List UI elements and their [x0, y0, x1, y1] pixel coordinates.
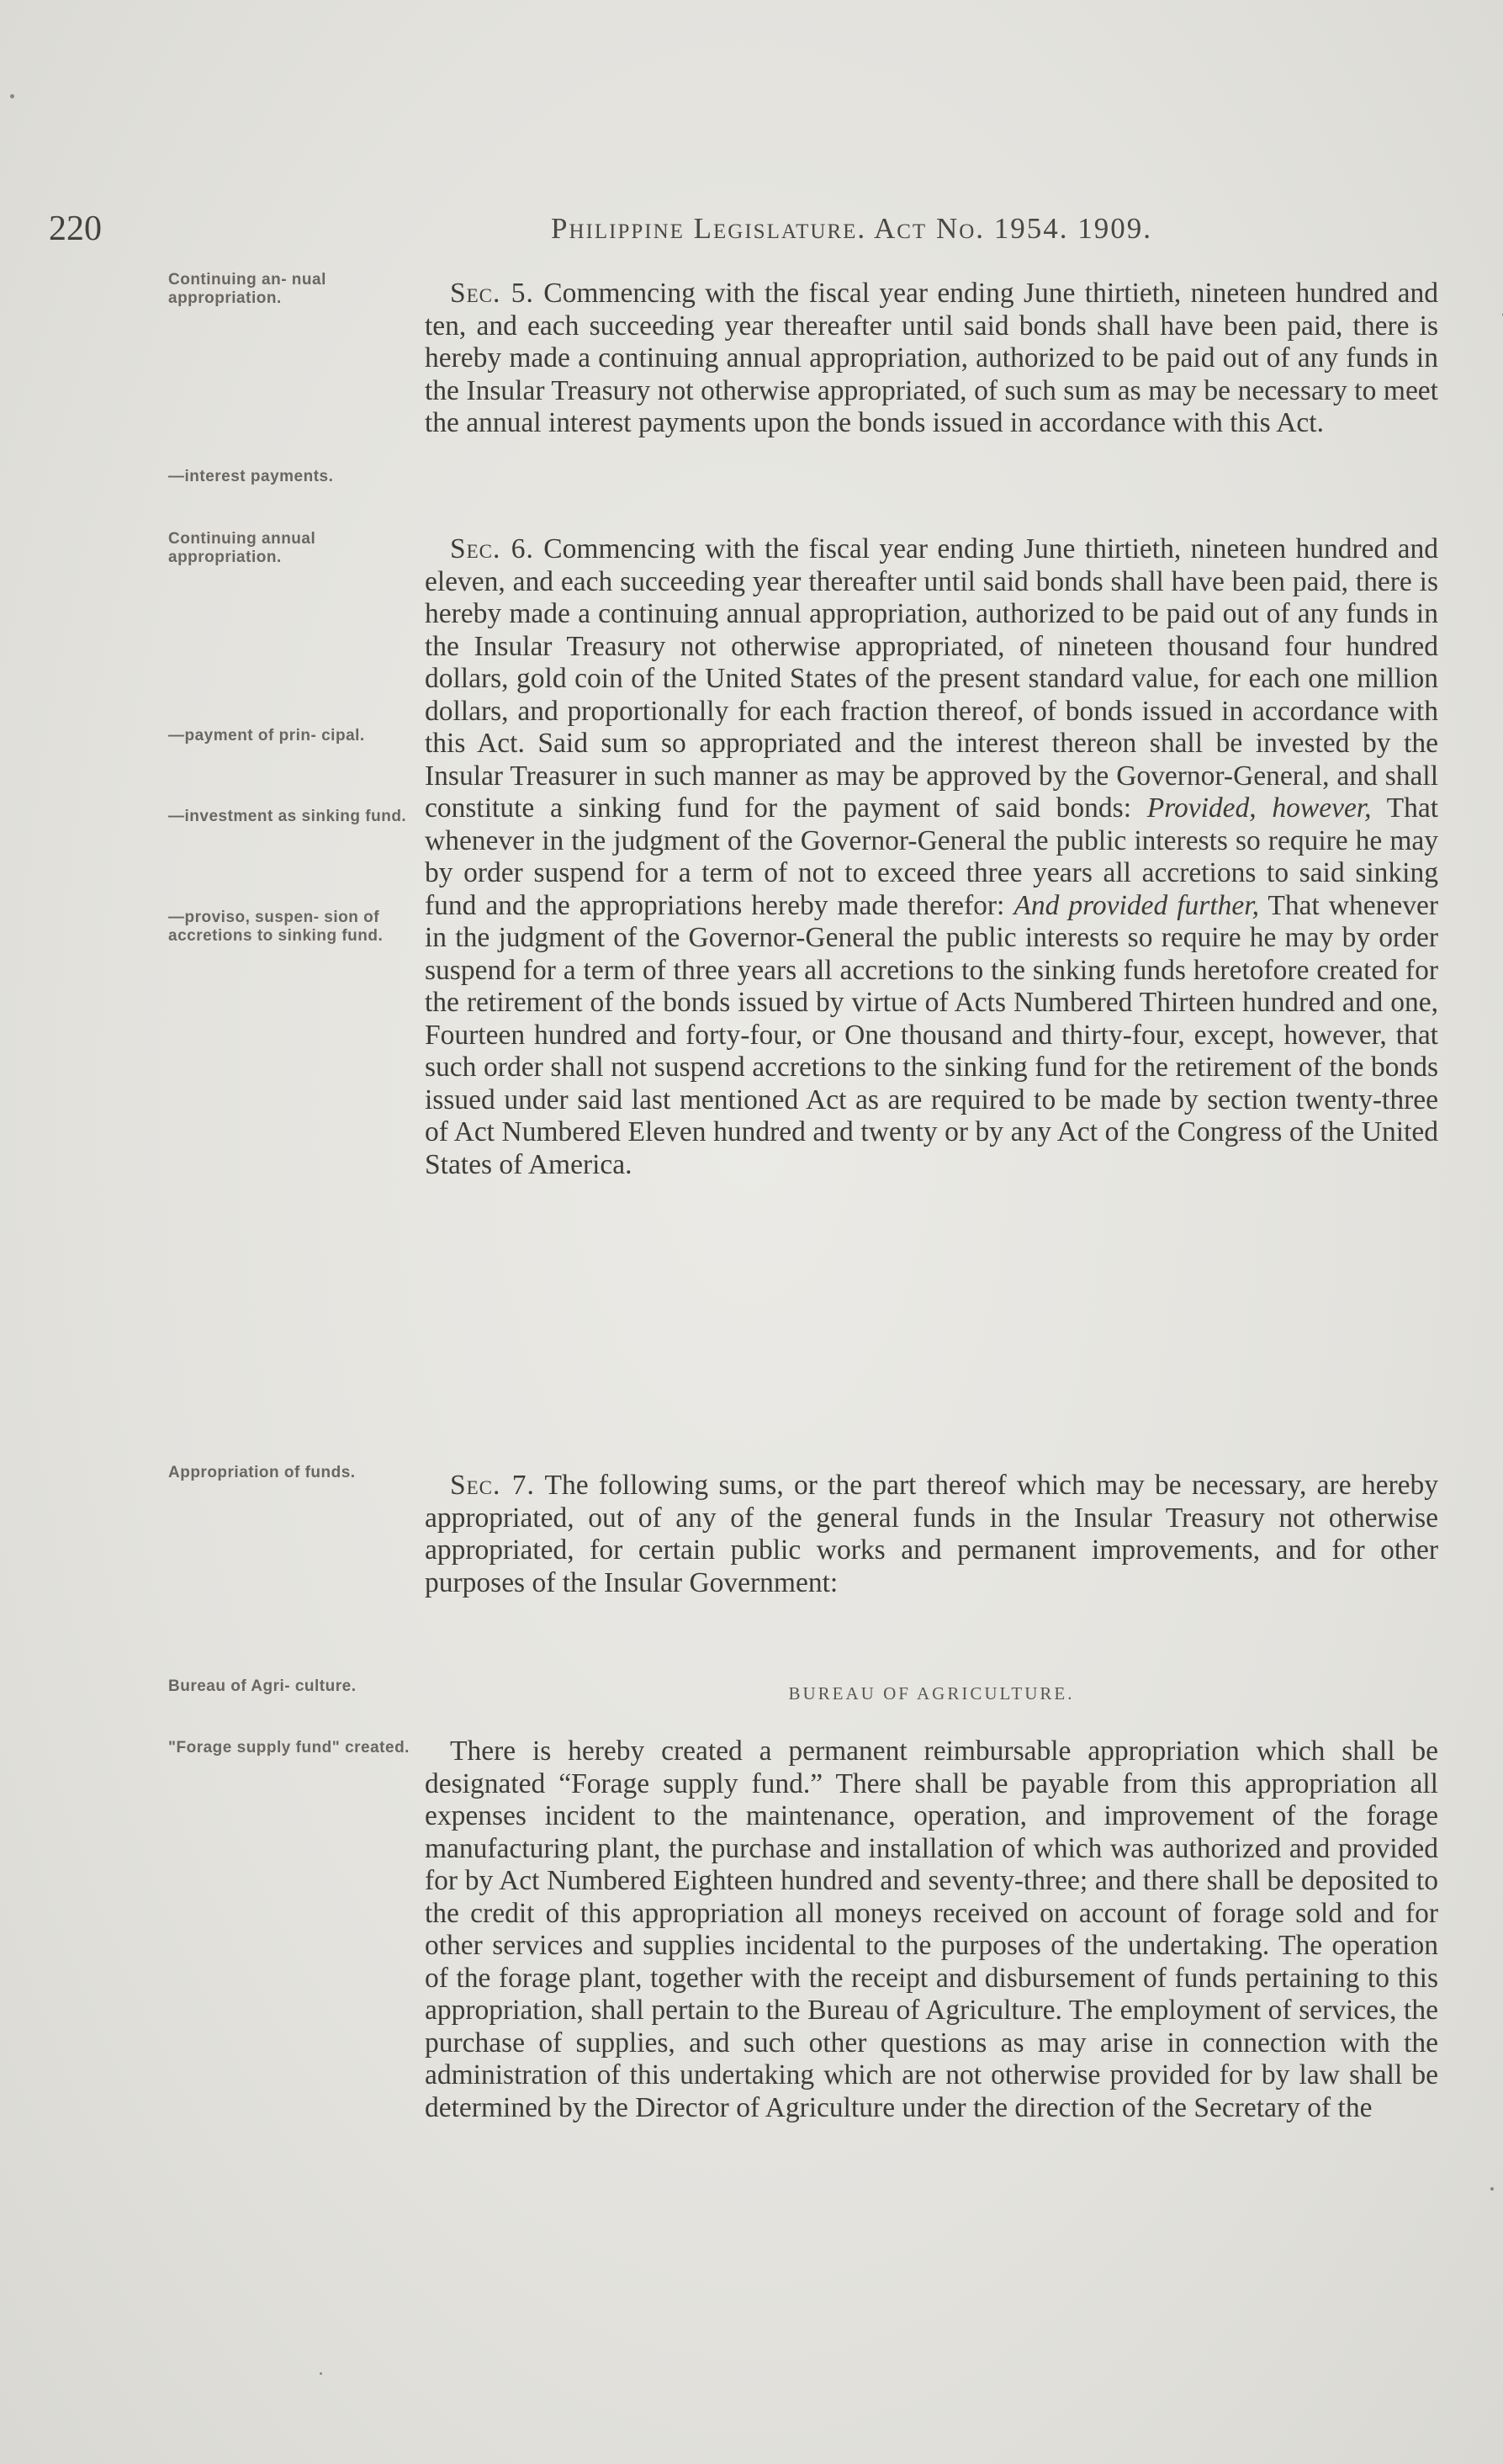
section-5-heading: Sec. 5.	[450, 278, 534, 309]
section-7-text: The following sums, or the part thereof which may be necessary, are hereby appropriated, out of any of the general funds in the Insular Treasury not otherwise appropriated, for certain public works and permanent improvements, and for other purposes of the Insular Government:	[425, 1470, 1438, 1598]
page-number: 220	[49, 209, 102, 248]
page-header	[0, 209, 1503, 259]
bureau-heading: BUREAU OF AGRICULTURE.	[788, 1683, 1075, 1704]
forage-paragraph	[425, 1735, 1438, 2124]
margin-note-sec7: Appropriation of funds.	[168, 1464, 356, 1481]
scan-speck	[320, 2372, 322, 2375]
section-6	[425, 533, 1438, 1181]
scan-speck	[10, 94, 14, 98]
section-6-heading: Sec. 6.	[450, 533, 534, 564]
section-6-text-2: That whenever in the judgment of the Governor-General the public interests so require he may by order suspend for a term of not to exceed three years all accretions to said sinking fund and the appropriations hereby made therefor:	[425, 792, 1438, 921]
section-6-proviso-2: And provided further,	[1013, 889, 1259, 921]
forage-text: There is hereby created a permanent reimbursable appropriation which shall be designated “Forage supply fund.” There shall be payable from this appropriation all expenses incident to the maintenance, operation, and improvement of the forage manufacturing plant, the purchase and installation of which was authorized and provided for by Act Numbered Eighteen hundred and seventy-three; and there shall be deposited to the credit of this appropriation all moneys received on account of forage sold and for other services and supplies incidental to the purposes of the undertaking. The operation of the forage plant, together with the receipt and disbursement of funds pertaining to this appropriation, shall pertain to the Bureau of Agriculture. The employment of services, the purchase of supplies, and such other questions as may arise in connection with the administration of this undertaking which are not otherwise provided for by law shall be determined by the Director of Agriculture under the direction of the Secretary of the	[425, 1735, 1438, 2123]
scan-speck	[1490, 2187, 1494, 2191]
margin-note-sec6: Continuing annual appropriation.	[168, 530, 316, 566]
margin-note-interest: —interest payments.	[168, 468, 334, 485]
margin-note-sec5: Continuing an- nual appropriation.	[168, 271, 326, 307]
section-5	[425, 278, 1438, 440]
section-7-heading: Sec. 7.	[450, 1470, 535, 1501]
margin-note-proviso: —proviso, suspen- sion of accretions to sinking fund.	[168, 909, 384, 945]
section-6-text-3: That whenever in the judgment of the Governor-General the public interests so require he may by order suspend for a term of three years all accretions to the sinking funds heretofore created for the retirement of the bonds issued by virtue of Acts Numbered Thirteen hundred and one, Fourteen hundred and forty-four, or One thousand and thirty-four, except, however, that such order shall not suspend accretions to the sinking fund for the retirement of the bonds issued under said last mentioned Act as are required to be made by section twenty-three of Act Numbered Eleven hundred and twenty or by any Act of the Congress of the United States of America.	[425, 889, 1439, 1180]
margin-note-bureau: Bureau of Agri- culture.	[168, 1677, 357, 1695]
section-6-proviso-1: Provided, however,	[1146, 792, 1372, 824]
margin-note-investment: —investment as sinking fund.	[168, 808, 407, 825]
section-6-text-1: Commencing with the fiscal year ending June thirtieth, nineteen hundred and eleven, and each succeeding year thereafter until said bonds shall have been paid, there is hereby made a continuing annual appropriation, authorized to be paid out of any funds in the Insular Treasury not otherwise appropriated, of nineteen thousand four hundred dollars, gold coin of the United States of the present standard value, for each one million dollars, and proportionally for each fraction thereof, of bonds issued in accordance with this Act. Said sum so appropriated and the interest thereon shall be invested by the Insular Treasurer in such manner as may be approved by the Governor-General, and shall constitute a sinking fund for the payment of said bonds:	[425, 533, 1439, 824]
section-7	[425, 1470, 1438, 1599]
section-5-text: Commencing with the fiscal year ending June thirtieth, nineteen hundred and ten, and each succeeding year thereafter until said bonds shall have been paid, there is hereby made a continuing annual appropriation, authorized to be paid out of any funds in the Insular Treasury not otherwise appropriated, of such sum as may be necessary to meet the annual interest payments upon the bonds issued in accordance with this Act.	[425, 278, 1439, 438]
running-head: Philippine Legislature. Act No. 1954. 1909.	[551, 212, 1153, 245]
margin-note-principal: —payment of prin- cipal.	[168, 727, 365, 744]
margin-note-forage: "Forage supply fund" created.	[168, 1739, 410, 1757]
